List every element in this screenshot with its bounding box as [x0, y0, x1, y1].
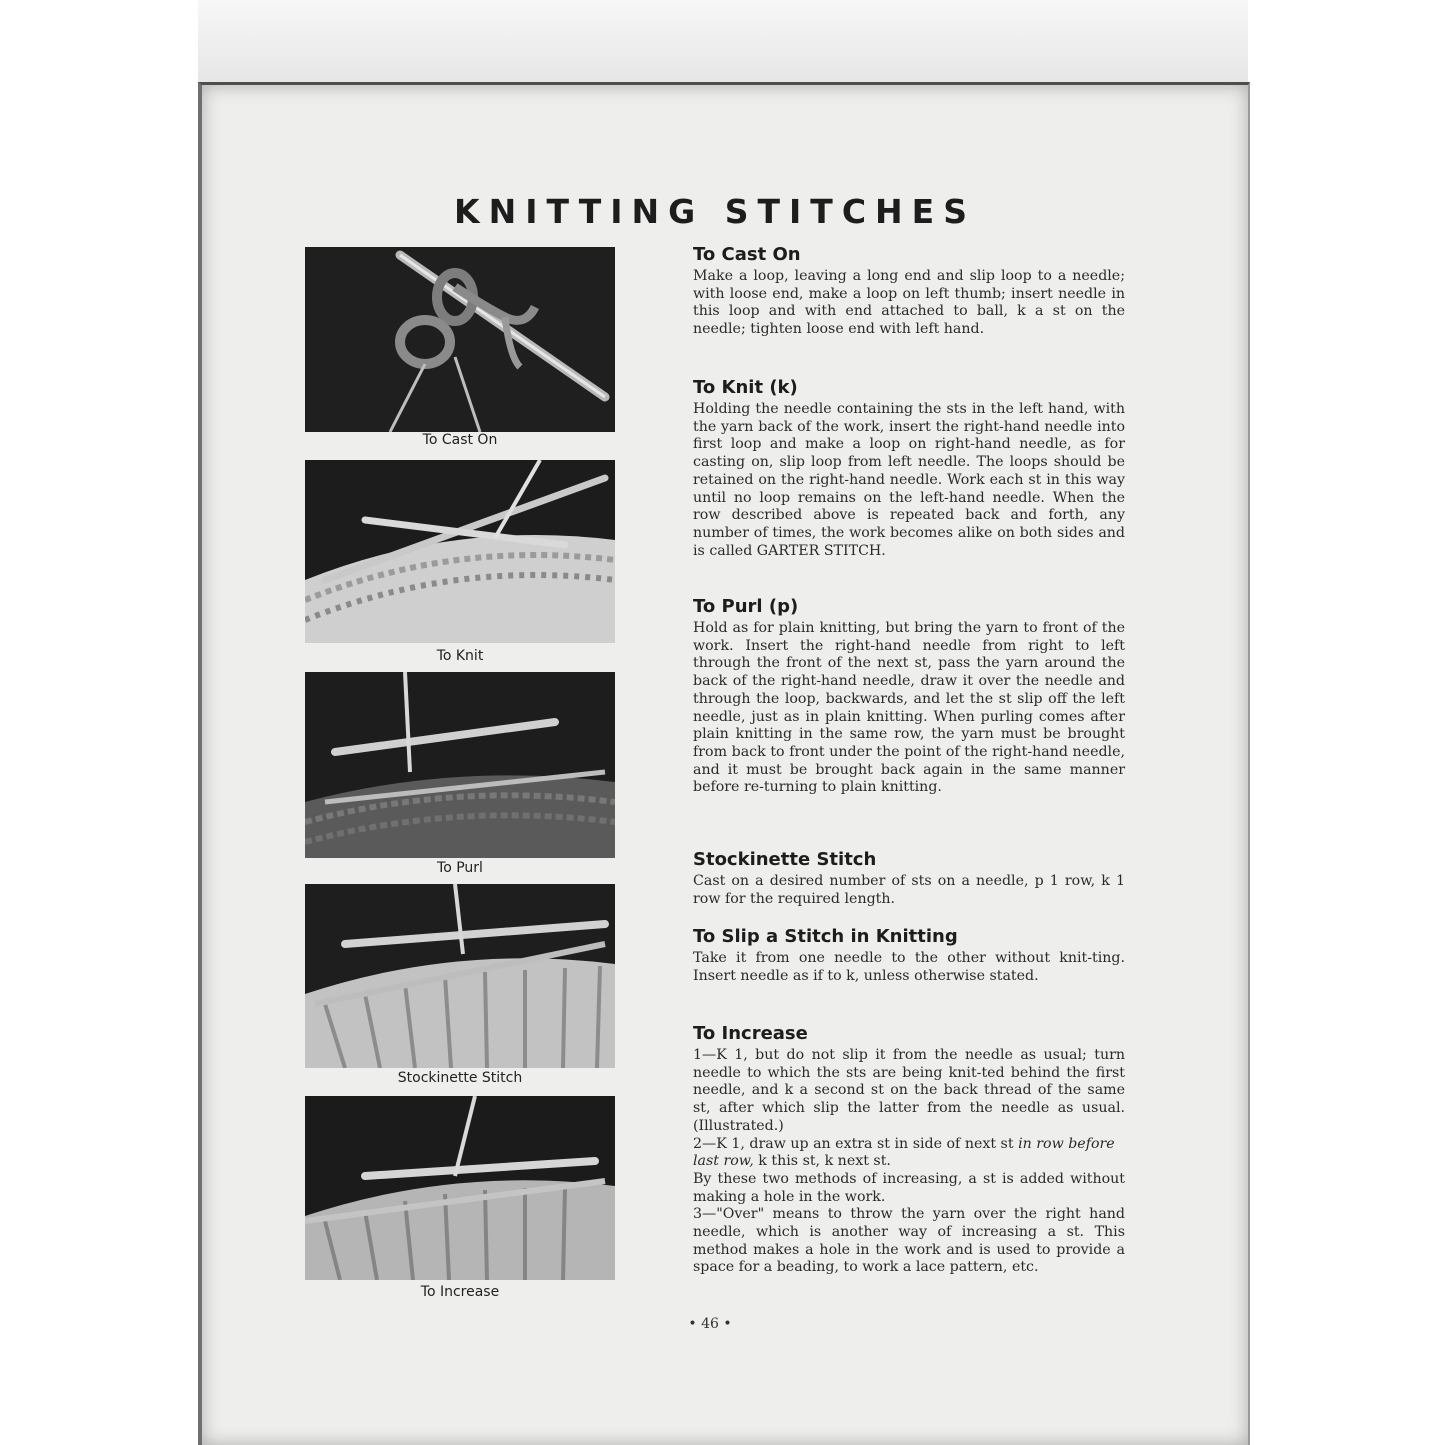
section-increase [693, 1023, 1125, 1277]
knit-caption: To Knit [436, 648, 484, 664]
page-number: • 46 • [688, 1316, 732, 1332]
section-body: Holding the needle containing the sts in the left hand, with the yarn back of the work, insert the right-hand needle into first loop and make a loop on right-hand needle, as for casting on, slip loop from left needle. The loops should be retained on the right-hand needle. Work each st in this way until no loop remains on the left-hand needle. When the row described above is repeated back and forth, any number of times, the work becomes alike on both sides and is called GARTER STITCH. [693, 401, 1125, 559]
increase-photo [305, 1096, 615, 1280]
section-heading: To Increase [693, 1023, 808, 1044]
section-body: Make a loop, leaving a long end and slip loop to a needle; with loose end, make a loop on left thumb; insert needle in this loop and with end attached to ball, k a st on the needle; tighten loose end with left hand. [693, 268, 1125, 338]
cast-on-photo [305, 247, 615, 432]
section-heading: To Purl (p) [693, 596, 799, 617]
section-heading: To Knit (k) [693, 377, 798, 398]
knit-photo [305, 460, 615, 643]
cast-on-caption: To Cast On [422, 432, 498, 448]
page-title: KNITTING STITCHES [454, 192, 976, 231]
stockinette-photo [305, 884, 615, 1068]
increase-method-2-text: 2—K 1, draw up an extra st in side of next st [693, 1135, 1014, 1152]
section-knit [693, 377, 1125, 560]
section-cast-on [693, 244, 1125, 339]
section-stockinette [693, 849, 1125, 908]
section-body: Cast on a desired number of sts on a needle, p 1 row, k 1 row for the required length. [693, 873, 1125, 907]
section-slip-stitch [693, 926, 1125, 985]
increase-method-3: 3—"Over" means to throw the yarn over the right hand needle, which is another way of increasing a st. This method makes a hole in the work and is used to provide a space for a beading, to work a lace pattern, etc. [693, 1206, 1125, 1276]
section-heading: To Slip a Stitch in Knitting [693, 926, 958, 947]
stockinette-caption: Stockinette Stitch [397, 1070, 523, 1086]
increase-method-2-end: k this st, k next st. [758, 1153, 891, 1170]
section-heading: To Cast On [693, 244, 801, 265]
increase-method-2-italic: in row before last row, [693, 1135, 1115, 1170]
purl-caption: To Purl [437, 860, 483, 876]
increase-method-2 [693, 1136, 1125, 1171]
section-body: Hold as for plain knitting, but bring the yarn to front of the work. Insert the right-hand needle from right to left through the front of the next st, pass the yarn around the back of the right-hand needle, draw it over the needle and through the loop, backwards, and let the st slip off the left needle, just as in plain knitting. When purling comes after plain knitting in the same row, the yarn must be brought from back to front under the point of the right-hand needle, and it must be brought back again in the same manner before re-turning to plain knitting. [693, 620, 1125, 796]
purl-photo [305, 672, 615, 858]
section-purl [693, 596, 1125, 797]
increase-method-1: 1—K 1, but do not slip it from the needle as usual; turn needle to which the sts are being knit-ted behind the first needle, and k a second st on the back thread of the same st, after which slip the latter from the needle as usual. (Illustrated.) [693, 1047, 1125, 1134]
section-heading: Stockinette Stitch [693, 849, 877, 870]
increase-caption: To Increase [420, 1284, 500, 1300]
section-body: Take it from one needle to the other without knit-ting. Insert needle as if to k, unless otherwise stated. [693, 950, 1125, 984]
top-margin-strip [198, 0, 1248, 82]
increase-note: By these two methods of increasing, a st is added without making a hole in the work. [693, 1170, 1125, 1205]
